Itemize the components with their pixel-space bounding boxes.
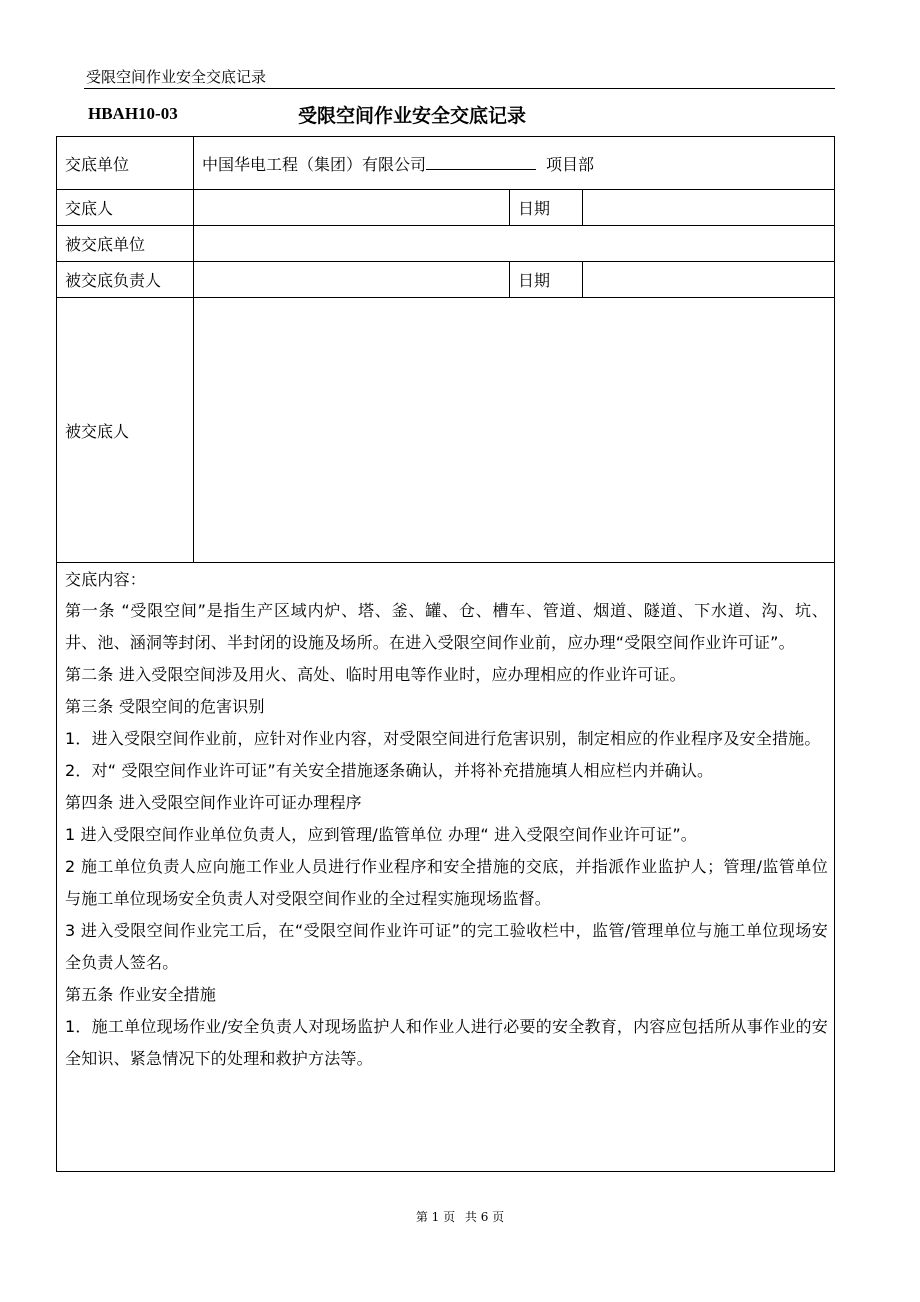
content-paragraph: 1．进入受限空间作业前，应针对作业内容，对受限空间进行危害识别，制定相应的作业程序及安全措施。 xyxy=(65,729,821,748)
recipient-unit-field[interactable] xyxy=(194,226,835,262)
content-paragraph: 第四条 进入受限空间作业许可证办理程序 xyxy=(65,793,362,812)
presenter-date-label: 日期 xyxy=(510,190,583,226)
recipient-unit-label: 被交底单位 xyxy=(57,226,194,262)
content-paragraph: 第一条 “受限空间”是指生产区域内炉、塔、釜、罐、仓、槽车、管道、烟道、隧道、下水道、沟、坑、井、池、涵洞等封闭、半封闭的设施及场所。在进入受限空间作业前，应办理“受限空间作业许可证”。 xyxy=(65,601,828,652)
page-total: 共 6 页 xyxy=(464,1210,505,1224)
company-name: 中国华电工程（集团）有限公司 xyxy=(202,154,427,174)
recipient-leader-label: 被交底负责人 xyxy=(57,262,194,298)
row-recipients xyxy=(57,298,835,563)
recipient-leader-date-field[interactable] xyxy=(583,262,835,298)
page-footer xyxy=(0,1208,920,1225)
document-title: 受限空间作业安全交底记录 xyxy=(298,105,527,127)
recipients-signature-area[interactable] xyxy=(194,298,835,563)
presenting-unit-label: 交底单位 xyxy=(57,137,194,190)
content-paragraph: 2．对“ 受限空间作业许可证”有关安全措施逐条确认，并将补充措施填人相应栏内并确认。 xyxy=(65,761,714,780)
row-recipient-leader xyxy=(57,262,835,298)
presenter-label: 交底人 xyxy=(57,190,194,226)
content-paragraph: 第二条 进入受限空间涉及用火、高处、临时用电等作业时，应办理相应的作业许可证。 xyxy=(65,665,686,684)
document-code: HBAH10-03 xyxy=(88,104,178,123)
content-paragraph: 1．施工单位现场作业/安全负责人对现场监护人和作业人进行必要的安全教育，内容应包括所从事作业的安全知识、紧急情况下的处理和救护方法等。 xyxy=(65,1017,828,1068)
project-dept-suffix: 项目部 xyxy=(546,154,595,174)
content-paragraph: 2 施工单位负责人应向施工作业人员进行作业程序和安全措施的交底，并指派作业监护人；管理/监管单位与施工单位现场安全负责人对受限空间作业的全过程实施现场监督。 xyxy=(65,857,828,908)
presenter-date-field[interactable] xyxy=(583,190,835,226)
content-paragraph: 3 进入受限空间作业完工后，在“受限空间作业许可证”的完工验收栏中，监管/管理单位与施工单位现场安全负责人签名。 xyxy=(65,921,828,972)
page-current: 第 1 页 xyxy=(415,1210,456,1224)
content-paragraph: 第五条 作业安全措施 xyxy=(65,985,217,1004)
row-presenter xyxy=(57,190,835,226)
presenting-unit-value xyxy=(194,137,835,190)
row-briefing-content xyxy=(57,563,835,1172)
running-header-title: 受限空间作业安全交底记录 xyxy=(86,68,267,86)
row-recipient-unit xyxy=(57,226,835,262)
header-divider xyxy=(84,88,835,89)
content-heading: 交底内容： xyxy=(65,570,147,589)
briefing-content-cell xyxy=(57,563,835,1172)
content-paragraph: 第三条 受限空间的危害识别 xyxy=(65,697,265,716)
recipient-leader-field[interactable] xyxy=(194,262,510,298)
briefing-record-table xyxy=(56,136,835,1172)
presenter-field[interactable] xyxy=(194,190,510,226)
recipient-leader-date-label: 日期 xyxy=(510,262,583,298)
recipients-label: 被交底人 xyxy=(57,298,194,563)
row-presenting-unit xyxy=(57,137,835,190)
project-name-blank[interactable] xyxy=(426,155,536,170)
content-paragraph: 1 进入受限空间作业单位负责人，应到管理/监管单位 办理“ 进入受限空间作业许可证”。 xyxy=(65,825,698,844)
